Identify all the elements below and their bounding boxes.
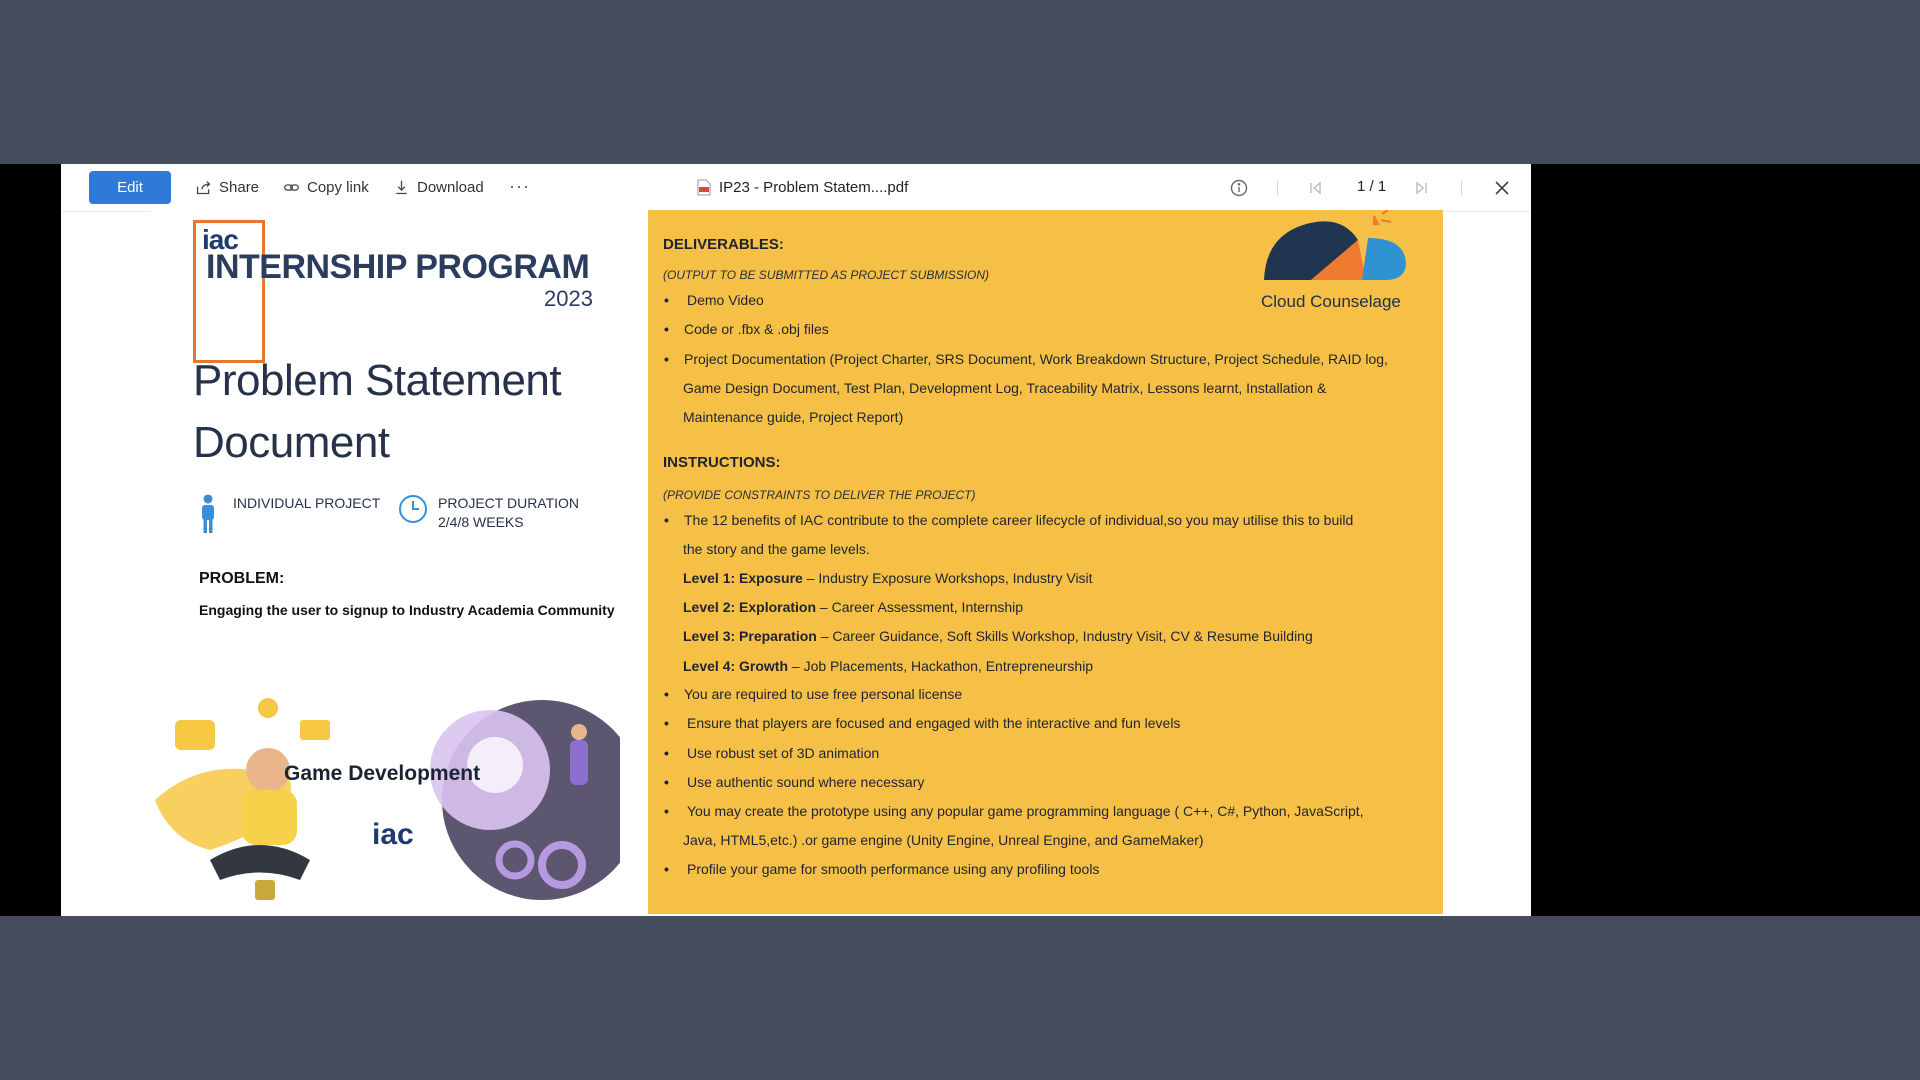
edit-button[interactable]: Edit <box>89 171 171 204</box>
problem-label: PROBLEM: <box>199 570 285 587</box>
level-item: Level 3: Preparation – Career Guidance, Soft Skills Workshop, Industry Visit, CV & Resume Building <box>683 628 1313 644</box>
toolbar-divider <box>1277 180 1278 196</box>
copy-link-button[interactable] <box>283 171 369 204</box>
meta-project-type <box>193 494 380 536</box>
meta-duration <box>398 494 579 536</box>
info-icon <box>1230 179 1248 197</box>
share-button[interactable] <box>195 171 259 204</box>
download-label: Download <box>417 179 484 196</box>
info-button[interactable] <box>1229 178 1249 198</box>
illustration-label: Game Development <box>284 762 481 785</box>
person-icon <box>193 494 223 536</box>
copy-link-label: Copy link <box>307 179 369 196</box>
pdf-file-icon <box>697 179 711 196</box>
pdf-viewer <box>61 164 1531 916</box>
first-page-button[interactable] <box>1306 178 1326 198</box>
first-page-icon <box>1308 180 1324 196</box>
file-title <box>697 171 908 204</box>
list-item: • Ensure that players are focused and engaged with the interactive and fun levels <box>664 715 1181 731</box>
list-item: • You may create the prototype using any popular game programming language ( C++, C#, Python, JavaScript, <box>664 803 1364 819</box>
svg-text:iac: iac <box>372 818 414 851</box>
meta-type-label: INDIVIDUAL PROJECT <box>233 495 381 511</box>
level-item: Level 2: Exploration – Career Assessment, Internship <box>683 599 1024 615</box>
list-item: • Use authentic sound where necessary <box>664 774 925 790</box>
share-icon <box>195 179 212 196</box>
list-item: • Profile your game for smooth performance using any profiling tools <box>664 861 1100 877</box>
more-options-button[interactable]: ··· <box>509 176 530 196</box>
deliverables-heading: DELIVERABLES: <box>663 236 784 253</box>
download-icon <box>393 179 410 196</box>
list-item: • Demo Video <box>664 292 764 308</box>
list-item: • Code or .fbx & .obj files <box>664 321 829 337</box>
viewer-toolbar <box>61 164 1531 212</box>
clock-icon <box>398 494 428 536</box>
download-button[interactable] <box>393 171 484 204</box>
project-details-panel <box>648 210 1443 914</box>
meta-duration-value: 2/4/8 WEEKS <box>438 514 524 530</box>
share-label: Share <box>219 179 260 196</box>
list-item-continued: Maintenance guide, Project Report) <box>683 409 904 425</box>
link-icon <box>283 179 300 196</box>
program-title: INTERNSHIP PROGRAM <box>206 248 590 286</box>
list-item: • The 12 benefits of IAC contribute to the complete career lifecycle of individual,so you may utilise this to build <box>664 512 1354 528</box>
toolbar-divider <box>1461 180 1462 196</box>
last-page-icon <box>1413 180 1429 196</box>
close-icon <box>1494 180 1510 196</box>
meta-duration-label: PROJECT DURATION <box>438 495 580 511</box>
list-item: • Project Documentation (Project Charter, SRS Document, Work Breakdown Structure, Project Schedule, RAID log, <box>664 351 1388 367</box>
level-item: Level 1: Exposure – Industry Exposure Workshops, Industry Visit <box>683 570 1093 586</box>
list-item-continued: Java, HTML5,etc.) .or game engine (Unity Engine, Unreal Engine, and GameMaker) <box>683 832 1204 848</box>
page-indicator: 1 / 1 <box>1357 178 1387 195</box>
close-button[interactable] <box>1492 178 1512 198</box>
program-year: 2023 <box>544 286 593 311</box>
list-item: • Use robust set of 3D animation <box>664 745 880 761</box>
file-name: IP23 - Problem Statem....pdf <box>719 179 909 196</box>
game-development-illustration <box>150 690 620 914</box>
brand-name: Cloud Counselage <box>1261 292 1401 311</box>
last-page-button[interactable] <box>1411 178 1431 198</box>
iac-logo: iac <box>202 224 238 255</box>
level-item: Level 4: Growth – Job Placements, Hackathon, Entrepreneurship <box>683 658 1094 674</box>
problem-statement: Engaging the user to signup to Industry Academia Community <box>199 602 615 618</box>
list-item: • You are required to use free personal license <box>664 686 963 702</box>
instructions-heading: INSTRUCTIONS: <box>663 454 781 471</box>
deliverables-note: (OUTPUT TO BE SUBMITTED AS PROJECT SUBMISSION) <box>663 268 990 282</box>
list-item-continued: the story and the game levels. <box>683 541 870 557</box>
document-title: Problem Statement Document <box>193 356 562 467</box>
pdf-page <box>150 210 1443 914</box>
instructions-note: (PROVIDE CONSTRAINTS TO DELIVER THE PROJECT) <box>663 488 976 502</box>
list-item-continued: Game Design Document, Test Plan, Development Log, Traceability Matrix, Lessons learnt, Installation & <box>683 380 1327 396</box>
